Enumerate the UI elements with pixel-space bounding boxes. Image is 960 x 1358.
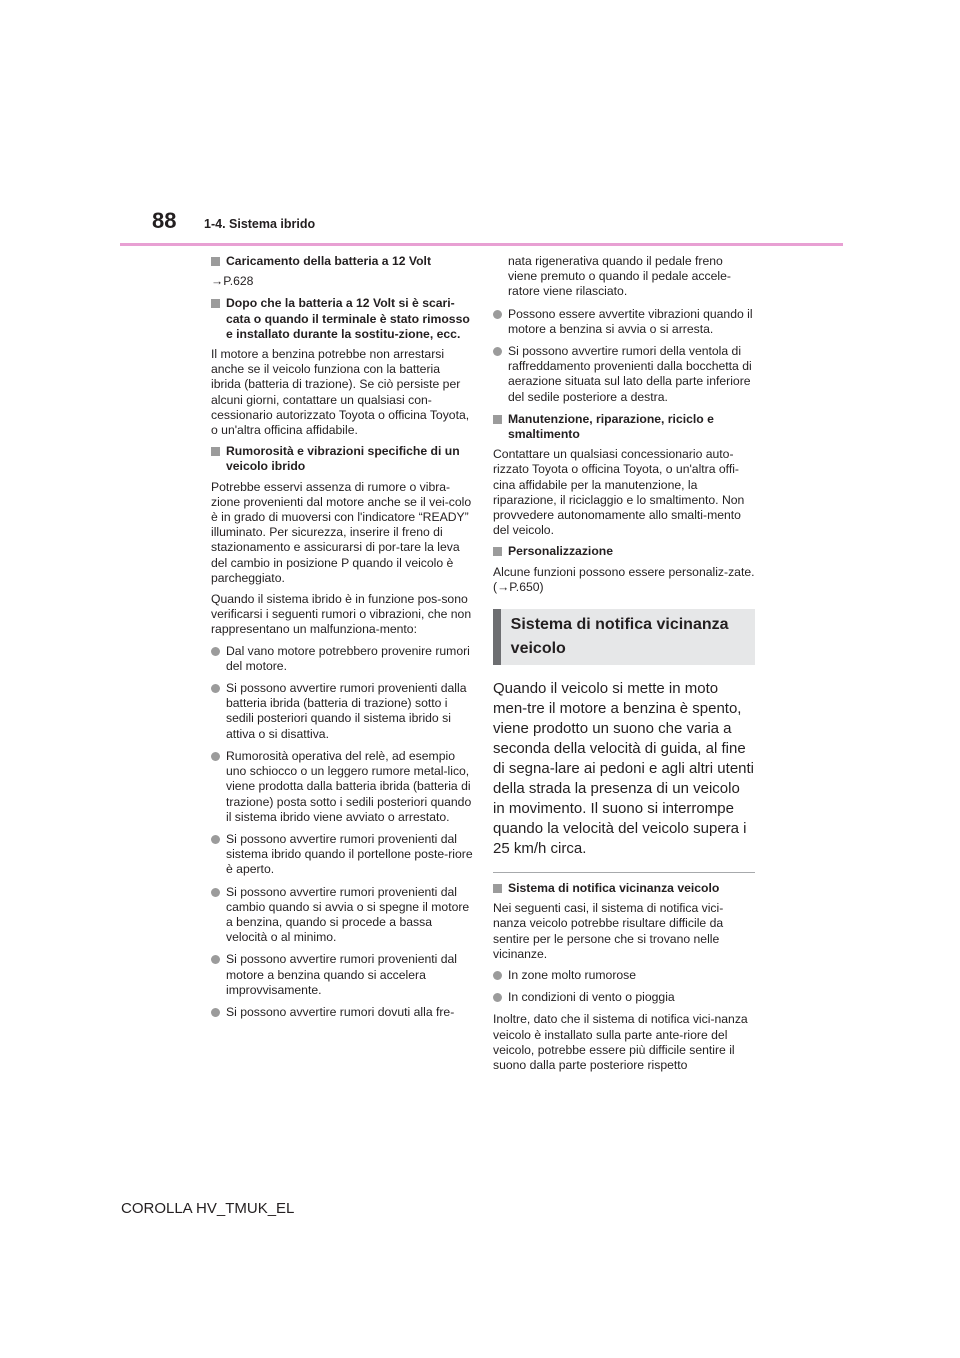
circle-bullet-icon — [211, 888, 220, 897]
list-item: Si possono avvertire rumori provenienti dal sistema ibrido quando il portellone poste-riore è aperto. — [211, 832, 473, 878]
arrow-icon: → — [211, 274, 224, 289]
footer-model: COROLLA HV_TMUK_EL — [121, 1200, 295, 1217]
list-item: In condizioni di vento o pioggia — [493, 990, 755, 1005]
list-item: Dal vano motore potrebbero provenire rumori del motore. — [211, 644, 473, 674]
circle-bullet-icon — [211, 955, 220, 964]
heading-battery-discharged: Dopo che la batteria a 12 Volt si è scari-cata o quando il terminale è stato rimosso e installato durante la sostitu-zione, ecc. — [211, 296, 473, 342]
list-item: Si possono avvertire rumori provenienti dal cambio quando si avvia o si spegne il motore a benzina, quando si procede a bassa velocità o al minimo. — [211, 885, 473, 946]
heading-customization: Personalizzazione — [493, 544, 755, 559]
circle-bullet-icon — [493, 347, 502, 356]
page-number: 88 — [152, 208, 177, 233]
section-header-title: Sistema di notifica vicinanza veicolo — [510, 616, 729, 658]
section-header-bar — [493, 609, 501, 665]
list-item: Si possono avvertire rumori provenienti dal motore a benzina quando si accelera improvvisamente. — [211, 952, 473, 998]
divider — [493, 872, 755, 873]
page-reference[interactable]: P.650) — [509, 579, 544, 594]
list-item: Possono essere avvertite vibrazioni quando il motore a benzina si avvia o si arresta. — [493, 307, 755, 337]
lead-paragraph: Quando il veicolo si mette in moto men-tre il motore a benzina è spento, viene prodotto un suono che varia a seconda della velocità di guida, al fine di segna-lare ai pedoni e agli altri utenti della strada la presenza di un veicolo in movimento. Il suono si interrompe quando la velocità del veicolo supera i 25 km/h circa. — [493, 680, 754, 858]
page-reference[interactable]: →P.628 — [211, 274, 254, 289]
circle-bullet-icon — [493, 310, 502, 319]
list-item: Si possono avvertire rumori provenienti dalla batteria ibrida (batteria di trazione) sotto i sedili posteriori quando il sistema ibrido si attiva o si disattiva. — [211, 681, 473, 742]
circle-bullet-icon — [493, 971, 502, 980]
paragraph-customization: Alcune funzioni possono essere personaliz-zate. (→P.650) — [493, 564, 755, 594]
circle-bullet-icon — [211, 752, 220, 761]
paragraph: Il motore a benzina potrebbe non arrestarsi anche se il veicolo funziona con la batteria ibrida (batteria di trazione). Se ciò persiste per alcuni giorni, contattare un qualsiasi con-cessionario autorizzato Toyota o officina Toyota, o un'altra officina affidabile. — [211, 347, 470, 438]
circle-bullet-icon — [211, 835, 220, 844]
circle-bullet-icon — [211, 647, 220, 656]
paragraph: Nei seguenti casi, il sistema di notifica vici-nanza veicolo potrebbe risultare difficile da sentire per le persone che si trovano nelle vicinanze. — [493, 901, 724, 961]
list-item: Si possono avvertire rumori dovuti alla fre- — [211, 1005, 473, 1020]
heading-noise-vibration: Rumorosità e vibrazioni specifiche di un veicolo ibrido — [211, 444, 473, 474]
header-rule — [120, 243, 843, 246]
square-bullet-icon — [211, 447, 220, 456]
left-column — [211, 254, 473, 1027]
paragraph: Quando il sistema ibrido è in funzione pos-sono verificarsi i seguenti rumori o vibrazioni, che non rappresentano un malfunziona-mento: — [211, 592, 472, 637]
square-bullet-icon — [211, 299, 220, 308]
arrow-icon: → — [497, 579, 510, 594]
list-item: Rumorosità operativa del relè, ad esempio uno schiocco o un leggero rumore metal-lico, viene prodotta dalla batteria ibrida (batteria di trazione) posta sotto i sedili posteriori quando il sistema ibrido viene avviato o arrestato. — [211, 749, 473, 825]
circle-bullet-icon — [211, 1008, 220, 1017]
section-header-box — [493, 609, 755, 665]
heading-maintenance: Manutenzione, riparazione, riciclo e smaltimento — [493, 412, 755, 442]
square-bullet-icon — [493, 884, 502, 893]
heading-battery-charging: Caricamento della batteria a 12 Volt — [211, 254, 473, 269]
section-title: 1-4. Sistema ibrido — [204, 217, 316, 231]
square-bullet-icon — [211, 257, 220, 266]
right-column — [493, 254, 755, 1079]
paragraph: Potrebbe esservi assenza di rumore o vibra-zione provenienti dal motore anche se il vei-colo è in grado di muoversi con l'indicatore “READY” illuminato. Per sicurezza, inserire il freno di stazionamento e assicurarsi di por-tare la leva del cambio in posizione P quando il veicolo è parcheggiato. — [211, 479, 472, 585]
heading-notification-system: Sistema di notifica vicinanza veicolo — [493, 881, 755, 896]
circle-bullet-icon — [211, 684, 220, 693]
circle-bullet-icon — [493, 993, 502, 1002]
square-bullet-icon — [493, 547, 502, 556]
list-item: In zone molto rumorose — [493, 968, 755, 983]
list-item: Si possono avvertire rumori della ventola di raffreddamento provenienti dalla bocchetta di aerazione situata sul lato della parte inferiore del sedile posteriore a destra. — [493, 344, 755, 405]
paragraph: Inoltre, dato che il sistema di notifica vici-nanza veicolo è installato sulla parte ante-riore del veicolo, potrebbe essere più difficile sentire il suono dalla parte posteriore rispetto — [493, 1012, 748, 1073]
square-bullet-icon — [493, 415, 502, 424]
paragraph: Contattare un qualsiasi concessionario auto-rizzato Toyota o officina Toyota, o un'altra offi-cina affidabile per la manutenzione, la riparazione, il riciclaggio e lo smaltimento. Non provvedere autonomamente allo smalti-mento del veicolo. — [493, 447, 745, 538]
list-item-continued: nata rigenerativa quando il pedale freno viene premuto o quando il pedale accele-ratore viene rilasciato. — [508, 254, 731, 299]
